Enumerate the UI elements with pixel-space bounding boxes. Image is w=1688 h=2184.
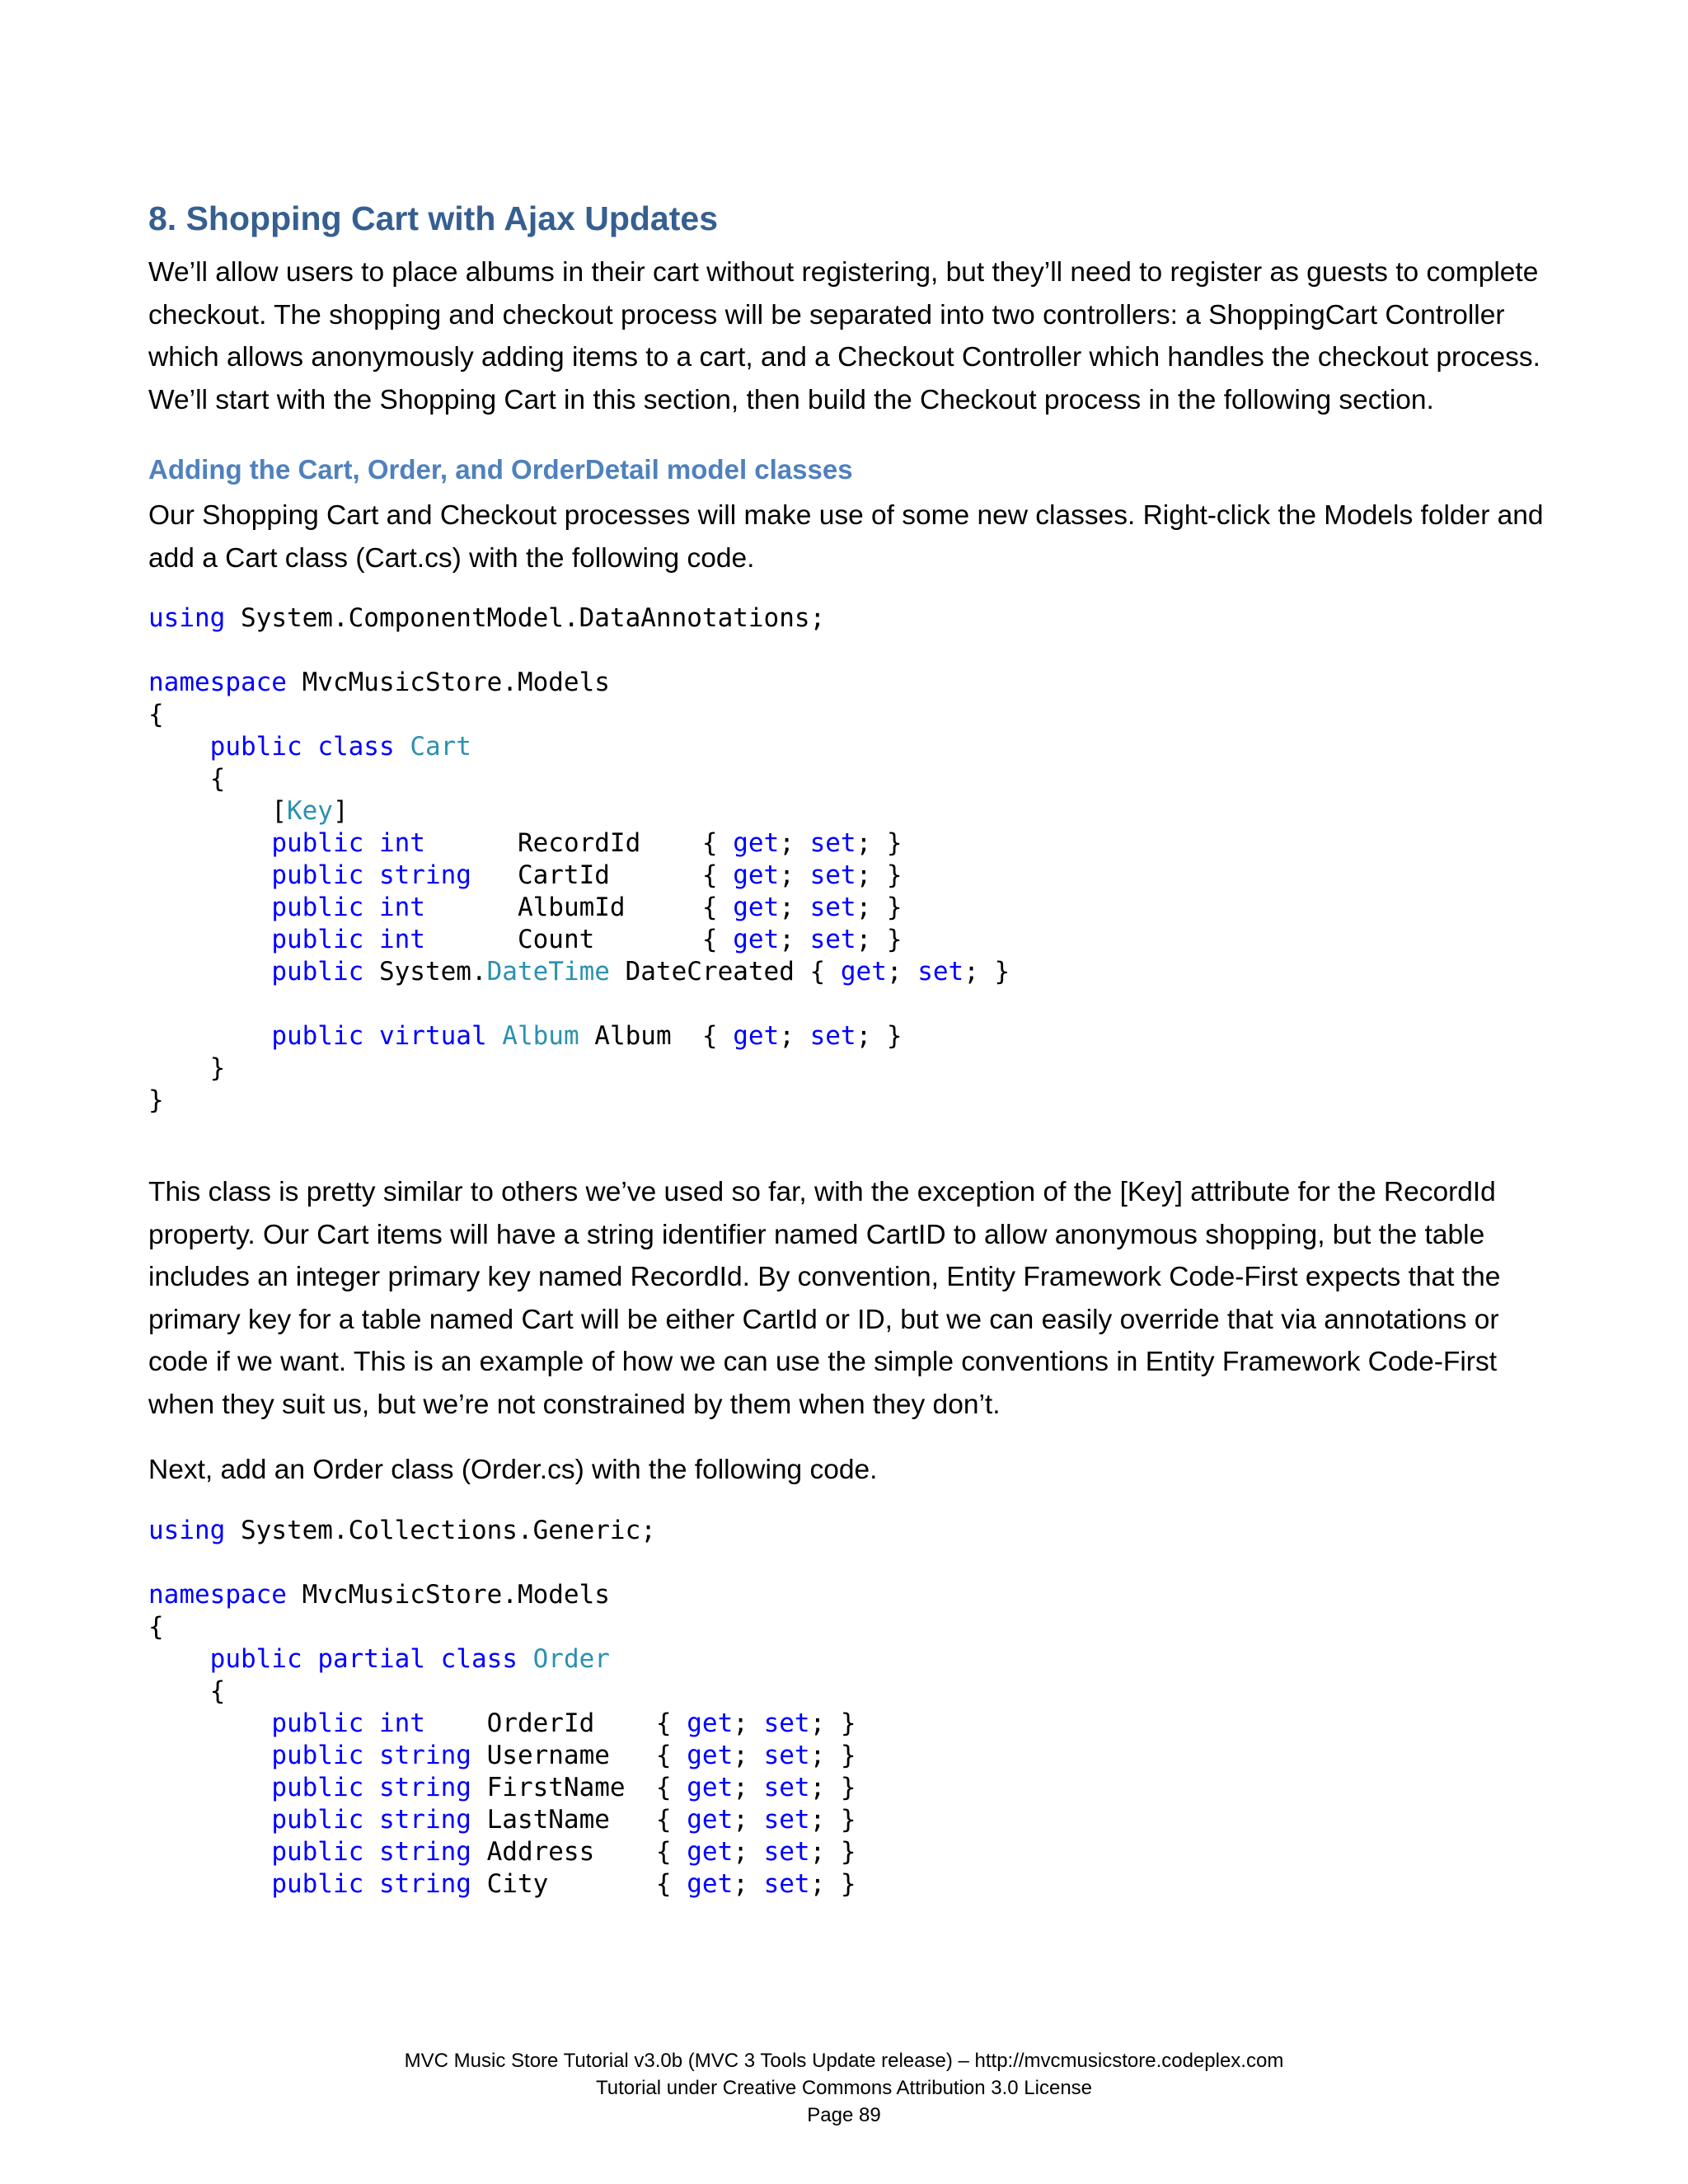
code-text xyxy=(148,1741,271,1770)
code-text xyxy=(363,893,379,922)
code-keyword: namespace xyxy=(148,668,287,698)
code-keyword: string xyxy=(378,1740,471,1770)
code-text xyxy=(302,732,318,762)
code-keyword: get xyxy=(687,1740,734,1770)
intro-paragraph: We’ll allow users to place albums in their cart without registering, but they’ll need to register as guests to complete checkout. The shopping and checkout process will be separated into two controllers: a ShoppingCart Controller which allows anonymously adding items to a cart, and a Checkout Controller which handles the checkout process. We’ll start with the Shopping Cart in this section, then build the Checkout process in the following section. xyxy=(148,257,1540,415)
code-text: ; xyxy=(779,828,810,859)
code-line xyxy=(148,1804,1550,1836)
code-type-name: Order xyxy=(532,1643,610,1674)
code-text: CartId { xyxy=(471,860,734,891)
code-line xyxy=(148,795,1550,827)
code-text: ; } xyxy=(856,893,903,923)
code-text: ; } xyxy=(809,1740,856,1770)
code-text xyxy=(363,1773,379,1802)
code-keyword: public xyxy=(271,1740,364,1770)
code-line xyxy=(148,667,1550,699)
code-keyword: get xyxy=(687,1836,734,1867)
code-line xyxy=(148,699,1550,731)
code-text: AlbumId { xyxy=(424,893,734,923)
code-text: FirstName { xyxy=(471,1772,687,1802)
code-text xyxy=(363,1837,379,1867)
code-keyword: get xyxy=(733,1021,780,1052)
code-line xyxy=(148,635,1550,667)
code-keyword: public xyxy=(271,925,364,955)
code-keyword: set xyxy=(809,1021,856,1052)
code-text: LastName { xyxy=(471,1804,687,1835)
code-text xyxy=(363,828,379,858)
code-text xyxy=(148,732,210,762)
code-keyword: set xyxy=(763,1836,810,1867)
code-text xyxy=(425,1644,441,1674)
code-line xyxy=(148,892,1550,924)
code-keyword: set xyxy=(809,893,856,923)
code-text: [ xyxy=(148,796,287,827)
code-keyword: public xyxy=(271,1708,364,1738)
code-text: ; } xyxy=(856,828,903,859)
code-text: ; xyxy=(733,1772,764,1802)
code-text xyxy=(363,1869,379,1899)
code-keyword: public xyxy=(271,893,364,923)
code-text xyxy=(148,957,271,987)
code-keyword: string xyxy=(378,860,471,891)
code-text: ] xyxy=(332,796,349,827)
code-keyword: set xyxy=(763,1868,810,1899)
code-line xyxy=(148,1085,1550,1117)
code-keyword: get xyxy=(687,1708,734,1738)
code-keyword: set xyxy=(917,957,964,987)
code-keyword: string xyxy=(378,1804,471,1835)
code-keyword: public xyxy=(271,957,364,987)
code-text xyxy=(518,1644,533,1674)
code-keyword: set xyxy=(763,1804,810,1835)
code-keyword: public xyxy=(271,1772,364,1802)
code-text xyxy=(148,893,271,922)
page-footer xyxy=(0,2047,1688,2129)
code-line xyxy=(148,1772,1550,1804)
code-keyword: get xyxy=(687,1868,734,1899)
code-keyword: public xyxy=(271,1868,364,1899)
code-keyword: string xyxy=(378,1772,471,1802)
subsection-paragraph: Our Shopping Cart and Checkout processes will make use of some new classes. Right-click the Models folder and add a Cart class (Cart.cs) with the following code. xyxy=(148,500,1544,574)
code-text: ; } xyxy=(809,1868,856,1899)
code-line xyxy=(148,1547,1550,1579)
code-keyword: using xyxy=(148,603,226,634)
code-keyword: get xyxy=(840,957,887,987)
code-line xyxy=(148,1052,1550,1085)
code-text: ; xyxy=(779,1021,810,1052)
code-keyword: set xyxy=(763,1772,810,1802)
code-type-name: Key xyxy=(286,796,333,827)
code-keyword: public xyxy=(271,828,364,859)
code-text xyxy=(148,1805,271,1835)
cart-code-block xyxy=(148,602,1550,1117)
code-text: ; xyxy=(779,925,810,955)
code-text xyxy=(363,1708,379,1738)
code-text: RecordId { xyxy=(424,828,734,859)
code-text xyxy=(302,1644,318,1674)
code-line xyxy=(148,1708,1550,1740)
footer-page-number: Page 89 xyxy=(807,2104,881,2126)
code-text xyxy=(148,860,271,890)
code-text xyxy=(363,1021,379,1051)
code-text: ; xyxy=(733,1740,764,1770)
code-keyword: virtual xyxy=(378,1021,487,1052)
code-text: } xyxy=(148,1085,164,1116)
code-text xyxy=(148,1644,210,1674)
code-keyword: set xyxy=(809,860,856,891)
footer-license-line: Tutorial under Creative Commons Attribution 3.0 License xyxy=(595,2077,1093,2099)
code-keyword: public xyxy=(271,1836,364,1867)
code-line xyxy=(148,827,1550,860)
code-line xyxy=(148,1020,1550,1052)
code-line xyxy=(148,731,1550,763)
code-line xyxy=(148,860,1550,892)
code-text xyxy=(148,1021,271,1051)
code-line xyxy=(148,1740,1550,1772)
code-keyword: get xyxy=(733,893,780,923)
code-text xyxy=(363,1805,379,1835)
code-text xyxy=(363,925,379,954)
code-text: System.ComponentModel.DataAnnotations; xyxy=(225,603,826,634)
code-text: { xyxy=(148,1611,164,1642)
code-text: ; } xyxy=(856,860,903,891)
code-text: { xyxy=(148,700,164,730)
code-text: MvcMusicStore.Models xyxy=(286,1579,610,1610)
code-text xyxy=(148,1708,271,1738)
code-text: ; } xyxy=(856,1021,903,1052)
code-text: ; xyxy=(779,860,810,891)
code-line xyxy=(148,956,1550,988)
code-keyword: get xyxy=(733,828,780,859)
code-keyword: set xyxy=(763,1708,810,1738)
code-line xyxy=(148,763,1550,795)
subsection-title: Adding the Cart, Order, and OrderDetail model classes xyxy=(148,454,853,485)
code-keyword: set xyxy=(809,925,856,955)
code-text xyxy=(148,925,271,954)
section-title: 8. Shopping Cart with Ajax Updates xyxy=(148,199,718,237)
order-code-block xyxy=(148,1515,1550,1900)
code-line xyxy=(148,1643,1550,1675)
code-text xyxy=(487,1021,503,1051)
code-keyword: partial xyxy=(317,1643,425,1674)
code-keyword: set xyxy=(809,828,856,859)
code-keyword: get xyxy=(733,925,780,955)
code-text: ; } xyxy=(809,1804,856,1835)
footer-tutorial-line: MVC Music Store Tutorial v3.0b (MVC 3 Tools Update release) – http://mvcmusicstore.codeplex.com xyxy=(404,2050,1284,2072)
code-keyword: string xyxy=(378,1868,471,1899)
page-content xyxy=(148,198,1550,1927)
code-keyword: namespace xyxy=(148,1579,287,1610)
code-text: ; } xyxy=(964,957,1010,987)
code-keyword: get xyxy=(687,1804,734,1835)
code-text: City { xyxy=(471,1868,687,1899)
code-text: { xyxy=(148,1675,226,1706)
code-text: Address { xyxy=(471,1836,687,1867)
code-keyword: public xyxy=(209,1643,302,1674)
code-line xyxy=(148,1515,1550,1547)
code-text: ; } xyxy=(856,925,903,955)
code-text: ; xyxy=(733,1868,764,1899)
code-keyword: int xyxy=(378,1708,425,1738)
code-type-name: Cart xyxy=(410,732,471,762)
code-keyword: public xyxy=(209,732,302,762)
code-keyword: int xyxy=(378,925,425,955)
order-intro-paragraph: Next, add an Order class (Order.cs) with the following code. xyxy=(148,1455,878,1486)
code-keyword: get xyxy=(733,860,780,891)
code-text xyxy=(148,1869,271,1899)
code-keyword: int xyxy=(378,828,425,859)
code-text: OrderId { xyxy=(424,1708,687,1738)
code-line xyxy=(148,1611,1550,1643)
code-keyword: get xyxy=(687,1772,734,1802)
code-text: System.Collections.Generic; xyxy=(225,1515,656,1545)
code-text xyxy=(148,1773,271,1802)
code-text: ; xyxy=(733,1708,764,1738)
code-line xyxy=(148,602,1550,635)
code-text: Count { xyxy=(424,925,734,955)
code-line xyxy=(148,924,1550,956)
code-keyword: string xyxy=(378,1836,471,1867)
code-text xyxy=(395,732,410,762)
code-type-name: DateTime xyxy=(486,957,610,987)
code-keyword: public xyxy=(271,1021,364,1052)
code-text: ; } xyxy=(809,1836,856,1867)
code-line xyxy=(148,1675,1550,1708)
code-text: ; xyxy=(733,1804,764,1835)
code-text xyxy=(363,860,379,890)
code-text: Album { xyxy=(579,1021,734,1052)
code-text: ; } xyxy=(809,1708,856,1738)
code-line xyxy=(148,1579,1550,1611)
code-text: { xyxy=(148,764,226,794)
code-line xyxy=(148,988,1550,1020)
code-type-name: Album xyxy=(502,1021,579,1052)
code-text: ; xyxy=(886,957,918,987)
code-text: MvcMusicStore.Models xyxy=(286,668,610,698)
code-line xyxy=(148,1868,1550,1900)
code-keyword: int xyxy=(378,893,425,923)
code-text: ; xyxy=(779,893,810,923)
code-keyword: class xyxy=(317,732,395,762)
code-text xyxy=(363,1741,379,1770)
code-text xyxy=(148,1837,271,1867)
cart-explanation-paragraph: This class is pretty similar to others we’ve used so far, with the exception of the [Key] attribute for the RecordId property. Our Cart items will have a string identifier named CartID to allow anonymous shopping, but the table includes an integer primary key named RecordId. By convention, Entity Framework Code-First expects that the primary key for a table named Cart will be either CartId or ID, but we can easily override that via annotations or code if we want. This is an example of how we can use the simple conventions in Entity Framework Code-First when they suit us, but we’re not constrained by them when they don’t. xyxy=(148,1177,1501,1420)
code-line xyxy=(148,1836,1550,1868)
code-text: System. xyxy=(363,957,487,987)
spacer xyxy=(148,1143,1550,1171)
code-keyword: using xyxy=(148,1515,226,1545)
code-keyword: public xyxy=(271,1804,364,1835)
code-text: ; } xyxy=(809,1772,856,1802)
code-keyword: class xyxy=(440,1643,518,1674)
code-text xyxy=(148,828,271,858)
code-text: ; xyxy=(733,1836,764,1867)
code-keyword: public xyxy=(271,860,364,891)
code-text: } xyxy=(148,1053,226,1084)
code-text: Username { xyxy=(471,1740,687,1770)
code-text: DateCreated { xyxy=(609,957,841,987)
code-keyword: set xyxy=(763,1740,810,1770)
